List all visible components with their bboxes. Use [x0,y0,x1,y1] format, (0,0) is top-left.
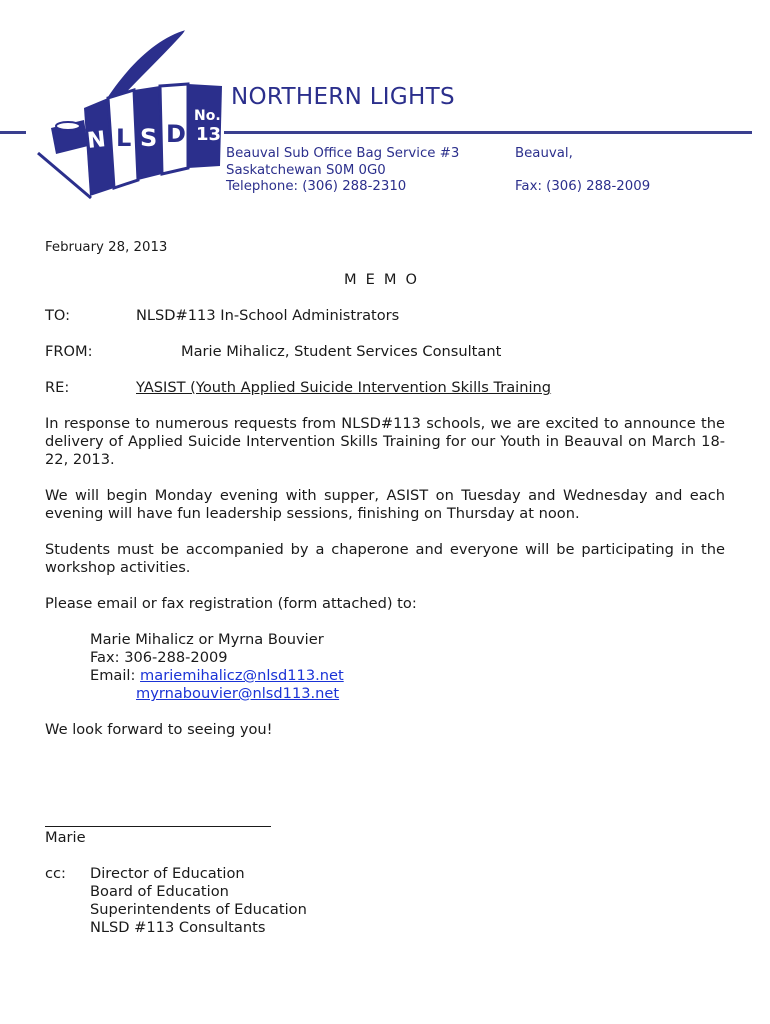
pen-icon [38,153,91,198]
contact-names: Marie Mihalicz or Myrna Bouvier [90,631,324,648]
nlsd-logo [26,28,226,213]
cc-recipient: Superintendents of Education [90,901,307,918]
re-label: RE: [45,379,70,396]
paragraph-4: Please email or fax registration (form attached) to: [45,595,417,612]
fax: Fax: (306) 288-2009 [515,179,651,194]
signature-name: Marie [45,829,86,846]
signature-line [45,826,271,827]
address-line-1: Beauval Sub Office Bag Service #3 [226,146,460,161]
to-label: TO: [45,307,71,324]
city: Beauval, [515,146,573,161]
paragraph-1: In response to numerous requests from NLSD#113 schools, we are excited to announce the delivery of Applied Suicide Intervention Skills Training for our Youth in Beauval on March 18-22, 2013. [45,415,725,468]
header-rule [224,131,752,134]
to-value: NLSD#113 In-School Administrators [136,307,400,324]
cc-label: cc: [45,865,66,882]
paragraph-3: Students must be accompanied by a chaperone and everyone will be participating in the workshop activities. [45,541,725,576]
svg-text:No.: No. [194,108,221,124]
memo-title: MEMO [344,271,426,288]
contact-email-row [90,667,344,685]
contact-fax: Fax: 306-288-2009 [90,649,228,666]
header-rule-left [0,131,26,134]
svg-text:D: D [166,120,186,148]
email-link-marie[interactable]: mariemihalicz@nlsd113.net [140,667,344,684]
paragraph-2: We will begin Monday evening with supper, ASIST on Tuesday and Wednesday and each evening will have fun leadership sessions, finishing on Thursday at noon. [45,487,725,522]
cc-recipient: Board of Education [90,883,229,900]
cc-recipient: NLSD #113 Consultants [90,919,266,936]
svg-text:N: N [86,127,107,154]
email-label: Email: [90,667,136,684]
svg-text:S: S [140,124,158,152]
memo-date: February 28, 2013 [45,240,168,255]
from-label: FROM: [45,343,93,360]
organization-name: NORTHERN LIGHTS [231,84,455,110]
email-link-myrna[interactable]: myrnabouvier@nlsd113.net [136,685,340,702]
address-block [226,146,459,196]
closing: We look forward to seeing you! [45,721,273,738]
cc-recipient: Director of Education [90,865,245,882]
telephone: Telephone: (306) 288-2310 [226,179,407,194]
address-line-2: Saskatchewan S0M 0G0 [226,162,386,178]
re-value: YASIST (Youth Applied Suicide Intervention Skills Training [136,379,552,396]
city-fax-block [515,146,650,196]
svg-text:13: 13 [196,124,222,145]
svg-text:L: L [116,124,132,152]
from-value: Marie Mihalicz, Student Services Consultant [181,343,502,360]
cc-list [90,865,307,937]
